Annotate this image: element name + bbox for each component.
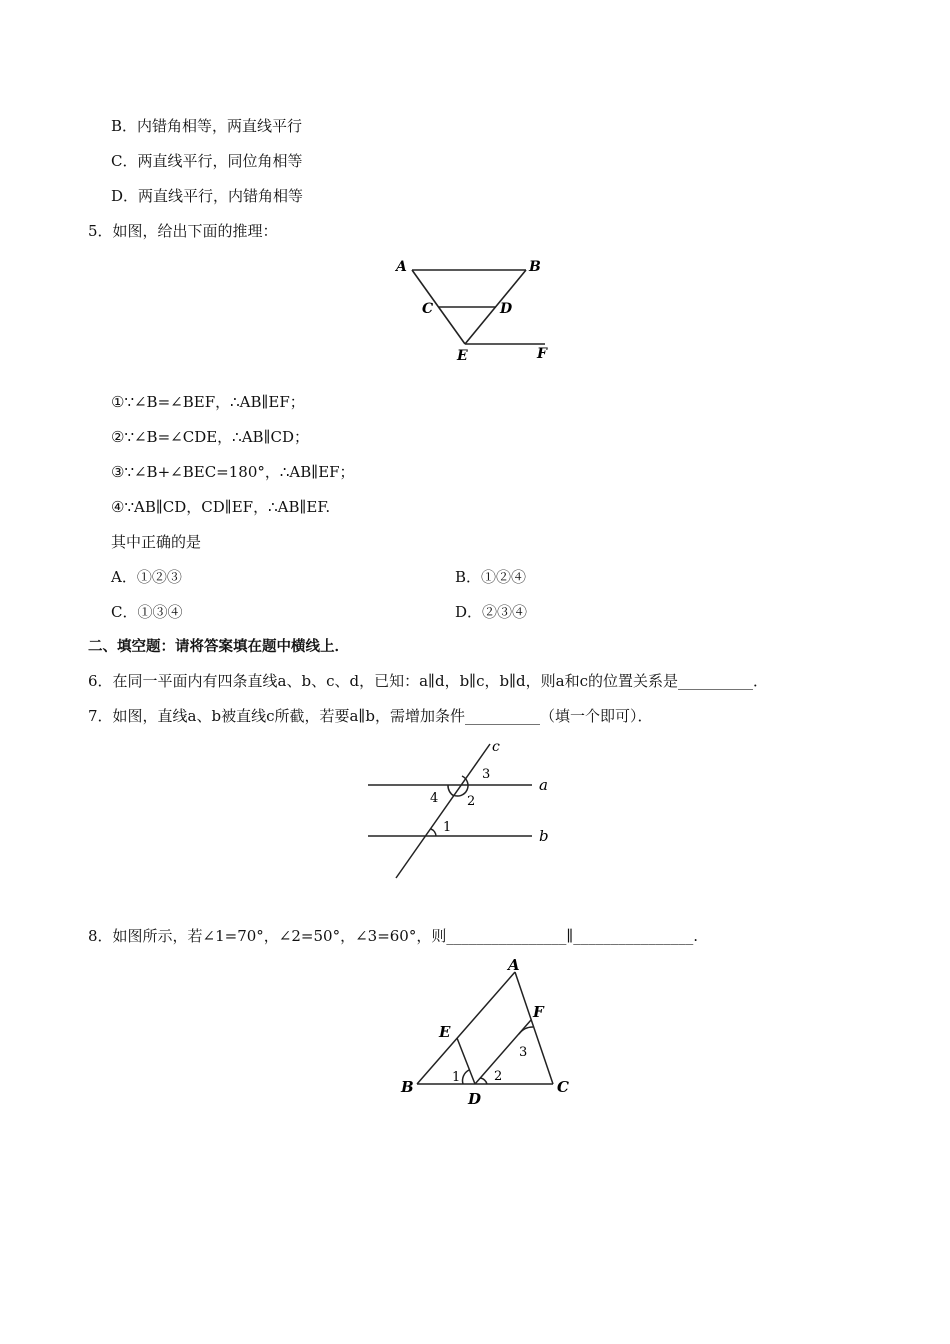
q8-figure: [395, 950, 585, 1114]
q7-label-c: c: [492, 739, 500, 755]
q7-angle-3: 3: [482, 767, 491, 782]
section-2-title: 二、填空题：请将答案填在题中横线上．: [88, 639, 349, 655]
q8-angle-3: 3: [519, 1045, 528, 1060]
q5-option-d: D．②③④: [455, 603, 528, 621]
q8-angle-1: 1: [452, 1070, 461, 1085]
q8-label-b: B: [401, 1078, 414, 1096]
q8-label-a: A: [508, 956, 520, 974]
q5-option-c: C．①③④: [111, 603, 183, 621]
q5-figure: [390, 252, 560, 368]
q8-label-f: F: [533, 1003, 544, 1021]
q7-angle-4: 4: [430, 791, 439, 806]
q4-option-d: D．两直线平行，内错角相等: [111, 187, 304, 205]
q5-label-d: D: [500, 301, 513, 317]
q5-question: 其中正确的是: [111, 533, 202, 551]
q7-label-a: a: [539, 776, 548, 794]
q8-label-d: D: [468, 1090, 482, 1108]
q4-option-c: C．两直线平行，同位角相等: [111, 152, 303, 170]
q5-statement-4: ④∵AB∥CD，CD∥EF，∴AB∥EF.: [111, 498, 331, 516]
q5-statement-3: ③∵∠B+∠BEC=180°，∴AB∥EF；: [111, 463, 355, 481]
q7-angle-1: 1: [443, 820, 452, 835]
q7-figure: [360, 738, 560, 887]
q5-label-f: F: [537, 346, 547, 362]
q4-option-b: B．内错角相等，两直线平行: [111, 117, 303, 135]
q8-label-e: E: [439, 1023, 451, 1041]
q5-statement-1: ①∵∠B=∠BEF，∴AB∥EF；: [111, 393, 305, 411]
q7-label-b: b: [539, 827, 549, 845]
q8-angle-2: 2: [494, 1069, 503, 1084]
q8-label-c: C: [557, 1078, 569, 1096]
q5-label-c: C: [422, 301, 434, 317]
q5-stem: 5．如图，给出下面的推理：: [88, 222, 278, 240]
q5-label-b: B: [529, 259, 541, 275]
q7-angle-2: 2: [467, 794, 476, 809]
q7-text: 7．如图，直线a、b被直线c所截，若要a∥b，需增加条件__________（填一个即可）．: [88, 707, 653, 725]
q5-option-a: A．①②③: [111, 568, 182, 586]
q5-label-a: A: [396, 259, 407, 275]
q5-option-b: B．①②④: [455, 568, 527, 586]
q5-label-e: E: [457, 348, 468, 364]
q6-text: 6．在同一平面内有四条直线a、b、c、d，已知：a∥d，b∥c，b∥d，则a和c的位置关系是__________．: [88, 672, 768, 690]
q8-text: 8．如图所示，若∠1=70°，∠2=50°，∠3=60°，则________________∥________________.: [88, 927, 699, 945]
q5-statement-2: ②∵∠B=∠CDE，∴AB∥CD；: [111, 428, 310, 446]
